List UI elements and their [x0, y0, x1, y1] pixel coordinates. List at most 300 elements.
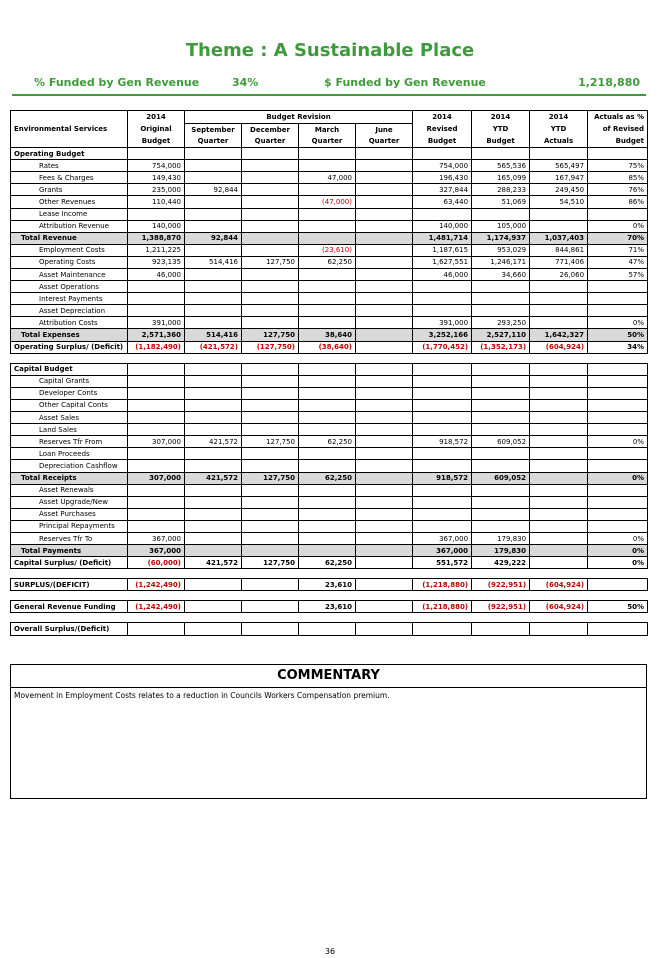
value-cell: 293,250 [472, 317, 530, 329]
value-cell [185, 220, 242, 232]
value-cell [242, 160, 299, 172]
value-cell [413, 484, 472, 496]
table-row [11, 399, 648, 411]
value-cell [185, 460, 242, 472]
row-label: Asset Upgrade/New [11, 496, 128, 508]
value-cell: (604,924) [530, 341, 588, 353]
value-cell [128, 448, 185, 460]
value-cell [472, 508, 530, 520]
table-row [11, 305, 648, 317]
section-header-row [11, 363, 648, 375]
value-cell [356, 256, 413, 268]
value-cell [356, 317, 413, 329]
value-cell [472, 424, 530, 436]
table-row [11, 387, 648, 399]
table-row [11, 244, 648, 256]
value-cell [299, 424, 356, 436]
value-cell [530, 220, 588, 232]
value-cell [472, 412, 530, 424]
commentary-box [10, 664, 647, 799]
header-cell: Actuals [530, 135, 588, 147]
pct-cell [588, 623, 648, 635]
header-cell: 2014 [472, 111, 530, 124]
total-receipts-row [11, 472, 648, 484]
value-cell [128, 508, 185, 520]
spacer-cell [11, 569, 648, 579]
value-cell: (604,924) [530, 579, 588, 591]
table-row [11, 208, 648, 220]
value-cell: (604,924) [530, 601, 588, 613]
pct-cell: 0% [588, 220, 648, 232]
empty-cell [185, 148, 242, 160]
value-cell: 1,037,403 [530, 232, 588, 244]
value-cell: 551,572 [413, 557, 472, 569]
value-cell: 127,750 [242, 256, 299, 268]
value-cell: 421,572 [185, 557, 242, 569]
value-cell [185, 399, 242, 411]
value-cell [356, 208, 413, 220]
value-cell [128, 387, 185, 399]
value-cell [356, 232, 413, 244]
empty-cell [128, 363, 185, 375]
commentary-text: Movement in Employment Costs relates to a reduction in Councils Workers Compensation premium. [14, 691, 390, 700]
value-cell [128, 293, 185, 305]
pct-cell: 0% [588, 472, 648, 484]
value-cell [530, 317, 588, 329]
value-cell [185, 196, 242, 208]
value-cell [128, 412, 185, 424]
value-cell: 421,572 [185, 436, 242, 448]
value-cell [472, 375, 530, 387]
value-cell [356, 220, 413, 232]
value-cell: 249,450 [530, 184, 588, 196]
value-cell: 46,000 [413, 269, 472, 281]
value-cell [413, 375, 472, 387]
value-cell [530, 460, 588, 472]
value-cell [299, 232, 356, 244]
value-cell [128, 460, 185, 472]
value-cell [128, 424, 185, 436]
value-cell [413, 623, 472, 635]
pct-cell [588, 496, 648, 508]
header-row-1 [11, 111, 648, 124]
row-label: Other Revenues [11, 196, 128, 208]
value-cell [299, 160, 356, 172]
value-cell: 62,250 [299, 472, 356, 484]
value-cell [242, 448, 299, 460]
table-row [11, 532, 648, 544]
value-cell: (1,182,490) [128, 341, 185, 353]
value-cell [472, 520, 530, 532]
pct-cell: 0% [588, 436, 648, 448]
header-cell: September [185, 123, 242, 135]
value-cell [356, 601, 413, 613]
value-cell [472, 305, 530, 317]
value-cell: 421,572 [185, 472, 242, 484]
value-cell [472, 460, 530, 472]
value-cell [530, 424, 588, 436]
value-cell [299, 305, 356, 317]
value-cell [356, 172, 413, 184]
pct-cell [588, 520, 648, 532]
pct-cell: 75% [588, 160, 648, 172]
table-row [11, 184, 648, 196]
value-cell: (1,218,880) [413, 579, 472, 591]
table-row [11, 196, 648, 208]
value-cell: 1,388,870 [128, 232, 185, 244]
value-cell: 26,060 [530, 269, 588, 281]
value-cell [185, 484, 242, 496]
value-cell: 167,947 [530, 172, 588, 184]
pct-cell [588, 424, 648, 436]
pct-cell [588, 484, 648, 496]
value-cell: 2,527,110 [472, 329, 530, 341]
value-cell: 235,000 [128, 184, 185, 196]
empty-cell [413, 148, 472, 160]
value-cell [530, 293, 588, 305]
value-cell [356, 460, 413, 472]
pct-cell: 50% [588, 329, 648, 341]
value-cell: (922,951) [472, 579, 530, 591]
value-cell [185, 269, 242, 281]
value-cell: (127,750) [242, 341, 299, 353]
value-cell: 62,250 [299, 557, 356, 569]
value-cell: (922,951) [472, 601, 530, 613]
value-cell [356, 184, 413, 196]
header-cell: 2014 [128, 111, 185, 124]
pct-cell: 0% [588, 557, 648, 569]
value-cell: 754,000 [413, 160, 472, 172]
summary-row [11, 601, 648, 613]
empty-cell [185, 363, 242, 375]
row-label: SURPLUS/(DEFICIT) [11, 579, 128, 591]
value-cell [242, 281, 299, 293]
header-cell: June [356, 123, 413, 135]
value-cell [356, 375, 413, 387]
value-cell [530, 375, 588, 387]
pct-cell: 85% [588, 172, 648, 184]
empty-cell [530, 363, 588, 375]
value-cell: 514,416 [185, 256, 242, 268]
funding-summary-bar [12, 70, 646, 96]
pct-cell [588, 375, 648, 387]
value-cell [530, 208, 588, 220]
value-cell [185, 412, 242, 424]
row-label: Capital Surplus/ (Deficit) [11, 557, 128, 569]
pct-cell [588, 508, 648, 520]
row-label: Employment Costs [11, 244, 128, 256]
value-cell [185, 579, 242, 591]
value-cell [299, 623, 356, 635]
commentary-heading: COMMENTARY [11, 665, 646, 688]
value-cell [128, 305, 185, 317]
table-row [11, 160, 648, 172]
table-row [11, 220, 648, 232]
value-cell [356, 508, 413, 520]
value-cell [413, 305, 472, 317]
value-cell [356, 293, 413, 305]
value-cell: 110,440 [128, 196, 185, 208]
value-cell [299, 208, 356, 220]
value-cell [242, 232, 299, 244]
row-label: Asset Maintenance [11, 269, 128, 281]
value-cell: 140,000 [128, 220, 185, 232]
empty-cell [128, 148, 185, 160]
row-label: Total Payments [11, 545, 128, 557]
value-cell [530, 520, 588, 532]
value-cell: 62,250 [299, 436, 356, 448]
row-label: Loan Proceeds [11, 448, 128, 460]
row-label: Total Receipts [11, 472, 128, 484]
value-cell [242, 545, 299, 557]
value-cell [128, 623, 185, 635]
header-cell: Quarter [299, 135, 356, 147]
value-cell [530, 436, 588, 448]
value-cell [185, 317, 242, 329]
header-cell: of Revised [588, 123, 648, 135]
row-label: Developer Conts [11, 387, 128, 399]
row-label: Asset Sales [11, 412, 128, 424]
value-cell [530, 508, 588, 520]
value-cell [185, 244, 242, 256]
value-cell [242, 484, 299, 496]
header-cell: March [299, 123, 356, 135]
value-cell [185, 496, 242, 508]
value-cell [299, 220, 356, 232]
table-row [11, 424, 648, 436]
value-cell [242, 623, 299, 635]
value-cell [185, 532, 242, 544]
value-cell [299, 496, 356, 508]
value-cell [530, 557, 588, 569]
value-cell [356, 557, 413, 569]
budget-table-body [11, 148, 648, 635]
value-cell [356, 496, 413, 508]
value-cell [185, 293, 242, 305]
value-cell [185, 160, 242, 172]
value-cell: 367,000 [413, 532, 472, 544]
value-cell: 51,069 [472, 196, 530, 208]
empty-cell [588, 148, 648, 160]
pct-cell: 57% [588, 269, 648, 281]
value-cell [530, 532, 588, 544]
value-cell: 367,000 [413, 545, 472, 557]
row-label: Operating Surplus/ (Deficit) [11, 341, 128, 353]
header-cell [11, 135, 128, 147]
value-cell: 1,481,714 [413, 232, 472, 244]
row-label: Attribution Costs [11, 317, 128, 329]
value-cell: 918,572 [413, 472, 472, 484]
value-cell: 127,750 [242, 557, 299, 569]
value-cell [185, 448, 242, 460]
value-cell [530, 387, 588, 399]
row-label: Reserves Tfr To [11, 532, 128, 544]
value-cell: (23,610) [299, 244, 356, 256]
value-cell [356, 448, 413, 460]
value-cell: 391,000 [413, 317, 472, 329]
section-title: Operating Budget [11, 148, 128, 160]
value-cell: 609,052 [472, 472, 530, 484]
header-cell-service: Environmental Services [11, 123, 128, 135]
value-cell [242, 269, 299, 281]
pct-cell: 0% [588, 317, 648, 329]
value-cell [128, 496, 185, 508]
header-cell: 2014 [413, 111, 472, 124]
value-cell: 63,440 [413, 196, 472, 208]
row-label: General Revenue Funding [11, 601, 128, 613]
value-cell [299, 375, 356, 387]
value-cell: 3,252,166 [413, 329, 472, 341]
value-cell: 1,174,937 [472, 232, 530, 244]
row-label: Operating Costs [11, 256, 128, 268]
value-cell: (1,242,490) [128, 579, 185, 591]
pct-cell: 0% [588, 545, 648, 557]
table-row [11, 269, 648, 281]
value-cell [472, 387, 530, 399]
value-cell: 127,750 [242, 329, 299, 341]
table-row [11, 508, 648, 520]
value-cell: (1,242,490) [128, 601, 185, 613]
value-cell [356, 341, 413, 353]
empty-cell [356, 148, 413, 160]
row-label: Depreciation Cashflow [11, 460, 128, 472]
value-cell [242, 601, 299, 613]
page-number: 36 [324, 947, 336, 956]
value-cell [356, 472, 413, 484]
header-cell: Quarter [356, 135, 413, 147]
value-cell: 565,536 [472, 160, 530, 172]
dollar-funded-label: $ Funded by Gen Revenue [324, 76, 486, 89]
row-label: Other Capital Conts [11, 399, 128, 411]
value-cell [472, 208, 530, 220]
spacer-row [11, 353, 648, 363]
row-label: Grants [11, 184, 128, 196]
value-cell [356, 329, 413, 341]
empty-cell [356, 363, 413, 375]
total-expenses-row [11, 329, 648, 341]
value-cell [299, 269, 356, 281]
header-cell: YTD [530, 123, 588, 135]
pct-cell [588, 412, 648, 424]
header-row-3 [11, 135, 648, 147]
value-cell [530, 412, 588, 424]
pct-cell: 0% [588, 532, 648, 544]
value-cell [242, 532, 299, 544]
value-cell [128, 208, 185, 220]
value-cell [413, 496, 472, 508]
value-cell: 923,135 [128, 256, 185, 268]
value-cell [242, 305, 299, 317]
value-cell [356, 545, 413, 557]
value-cell: 367,000 [128, 532, 185, 544]
spacer-cell [11, 591, 648, 601]
row-label: Asset Operations [11, 281, 128, 293]
value-cell [242, 196, 299, 208]
row-label: Total Expenses [11, 329, 128, 341]
operating-surplus-row [11, 341, 648, 353]
value-cell [356, 424, 413, 436]
row-label: Land Sales [11, 424, 128, 436]
value-cell [472, 484, 530, 496]
empty-cell [472, 363, 530, 375]
row-label: Interest Payments [11, 293, 128, 305]
spacer-row [11, 613, 648, 623]
pct-funded-value: 34% [232, 76, 259, 89]
value-cell [530, 545, 588, 557]
pct-cell [588, 399, 648, 411]
header-cell: Budget [413, 135, 472, 147]
value-cell [413, 281, 472, 293]
value-cell [413, 508, 472, 520]
value-cell [185, 281, 242, 293]
value-cell [242, 387, 299, 399]
section-title: Capital Budget [11, 363, 128, 375]
value-cell: 23,610 [299, 601, 356, 613]
value-cell [242, 508, 299, 520]
value-cell [413, 387, 472, 399]
value-cell [356, 196, 413, 208]
page-title: Theme : A Sustainable Place [185, 40, 475, 61]
header-cell: Quarter [242, 135, 299, 147]
value-cell [413, 293, 472, 305]
value-cell [242, 424, 299, 436]
header-cell: Budget [128, 135, 185, 147]
value-cell: 514,416 [185, 329, 242, 341]
value-cell [185, 375, 242, 387]
value-cell [530, 305, 588, 317]
value-cell [472, 293, 530, 305]
value-cell [299, 184, 356, 196]
value-cell [356, 436, 413, 448]
table-row [11, 317, 648, 329]
empty-cell [472, 148, 530, 160]
value-cell [472, 448, 530, 460]
value-cell [530, 496, 588, 508]
pct-cell [588, 387, 648, 399]
row-label: Rates [11, 160, 128, 172]
value-cell [242, 172, 299, 184]
value-cell: 62,250 [299, 256, 356, 268]
value-cell: 307,000 [128, 472, 185, 484]
value-cell: 918,572 [413, 436, 472, 448]
value-cell [242, 579, 299, 591]
pct-cell: 76% [588, 184, 648, 196]
table-row [11, 281, 648, 293]
table-row [11, 520, 648, 532]
value-cell: 754,000 [128, 160, 185, 172]
pct-cell: 86% [588, 196, 648, 208]
value-cell [530, 448, 588, 460]
value-cell [299, 484, 356, 496]
value-cell [413, 520, 472, 532]
empty-cell [242, 148, 299, 160]
value-cell: 565,497 [530, 160, 588, 172]
value-cell [413, 448, 472, 460]
pct-cell [588, 281, 648, 293]
value-cell: 140,000 [413, 220, 472, 232]
value-cell: 327,844 [413, 184, 472, 196]
empty-cell [299, 148, 356, 160]
value-cell: 288,233 [472, 184, 530, 196]
table-row [11, 496, 648, 508]
row-label: Attribution Revenue [11, 220, 128, 232]
pct-cell [588, 293, 648, 305]
section-header-row [11, 148, 648, 160]
value-cell [185, 520, 242, 532]
pct-cell: 70% [588, 232, 648, 244]
pct-cell [588, 208, 648, 220]
value-cell [242, 520, 299, 532]
